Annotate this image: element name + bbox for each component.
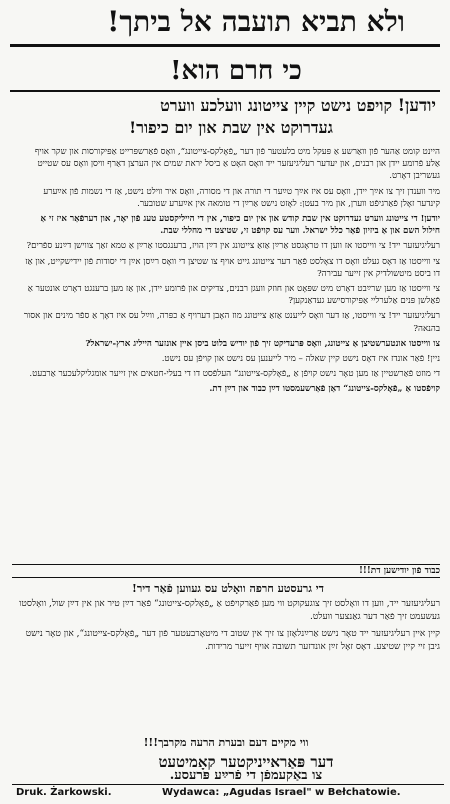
subtitle-rule (10, 90, 440, 92)
paragraph: קויפֿסטו אַ „פֿאָלקס-צייטונג“ דאַן פֿאַרשעמסטו דײַן כבוד און דײַן דת. (209, 384, 440, 395)
paragraph: די מוזט פֿאַרשטיין אַז מען טאָר נישט קויפֿן אַ „פֿאָלקס-צייטונג“ העלפֿסט דו די בעלי-חטאים אין זייער אומגליקלעכער אַרבעט. (29, 369, 440, 380)
broadside (6, 4, 444, 800)
paragraph: היינט קומט אַהער פֿון וואַרשע אַ פּעקל מיט בלעטער פֿון דער „פֿאָלקס-צייטונג“, וואָס פֿאַרשפּרייט אַפּיקורסות און שקר אויף אַלע פֿרומע יידן און רבנים, און יעדער רעליגיעזער ייד וואָס האָט אַ ביסל יראת שמים אין הערצן דאַרף וויסן וואָס עס שטייט געשריבן דאָרט. (34, 147, 440, 182)
section-two-heading: די גרעסטע חרפה וואָלט עס געווען פֿאַר דיר! (132, 582, 324, 595)
paragraph: מיר ווענדן זיך צו אײַך יידן, וואָס עס איז אײַך טײַער די תורה און די מסורה, וואָס איר ווילט נישט, אַז די נשמות פֿון אײַערע קינדער זאָלן פֿאַרגיפֿט ווערן, און מיר בעטן: לאָזט נישט אַרײַן די טומאה אין אײַערע שטובער. (43, 186, 440, 209)
honor-banner (12, 564, 440, 578)
printer-credit: Druk. Żarkowski. (16, 787, 112, 798)
title-rule (10, 44, 440, 47)
paragraph: יודען! די צייטונג ווערט געדרוקט אין שבת קודש און אין יום כיפור, אין די הייליקסטע טעג פֿון יאָר, און דערפֿאַר איז זי אַ חילול השם און אַ ביזיון פֿאַר כלל ישראל. ווער עס קויפֿט זי, שטיצט די מחללי שבת. (40, 214, 440, 237)
section-two (16, 582, 440, 654)
paragraph: ניין! פֿאַר אונדז איז דאָס נישט קיין שאלה – מיר לייענען עס נישט און קויפֿן עס נישט. (161, 354, 440, 365)
paragraph: צי ווייסטו אַז מען שרײַבט דאָרט מיט שפּאָט און חוזק וועגן רבנים, צדיקים און פֿרומע יידן, און אַז מען ברענגט דאָרט אונטער אַ פֿאַלשן פּנים אַלערליי אַפּיקורסישע געדאַנקען? (27, 284, 440, 307)
imprint (12, 784, 444, 801)
paragraph: צו ווייסטו אונטערשטיצן אַ צייטונג, וואָס פּרעדיקט זיך פֿון יודיש בלוט ביסן איין אונזער הייליג ארץ-ישראל? (85, 338, 440, 349)
intro-heading (26, 96, 436, 116)
intro-line-2-wrap (26, 118, 436, 138)
signature-line-1: דער פּאַראייניקטער קאָמיטעט (158, 753, 334, 771)
section-two-paragraph: רעליגיעזער ייד, ווען דו וואָלסט זיך צוגעקוקט ווי מען פֿאַרקויפֿט אַ „פֿאָלקס-צייטונג“ פֿאַר דײַן טיר און אין דײַן שול, וואָלסטו געשעמט זיך פֿאַר דער גאַנצער וועלט. (19, 599, 440, 622)
body-text (20, 146, 440, 399)
publisher-credit: Wydawca: „Agudas Israel" w Bełchatowie. (162, 787, 401, 798)
honor-banner-text: כבוד פֿון יודישען דת!!! (358, 566, 440, 576)
sub-title: כי חרם הוא! (170, 56, 302, 86)
intro-line-2: געדרוקט אין שבת און יום כיפור! (129, 118, 333, 137)
paragraph: רעליגיעזער ייד! צי ווייסטו, אַז דער וואָס לייענט אַזאַ צייטונג מוז האָבן דערויף אַ כפּרה, ווײַל עס איז דאָך אַ ספֿר מינים און אסור בהנאה? (23, 311, 440, 334)
intro-line-1: קויפט נישט קיין צייטונג וועלכע ווערט (160, 96, 393, 115)
signature-line-2: צו באַקעמפֿן די פֿרײַע פּרעסע. (169, 768, 323, 783)
paragraph: רעליגיעזער ייד! צי ווייסטו אז ווען דו טראָגסט אַרײַן אַזאַ צייטונג אין דײַן הויז, ברענגסטו אַרײַן אַ טמא זאַך צווישן דײַנע ספֿרים? (26, 241, 440, 252)
section-two-paragraph: קיין איין רעליגיעזער ייד טאָר נישט אַרײַנלאָזן צו זיך אין שטוב די מיטאָרבעטער פֿון דער „פֿאָלקס-צייטונג“, און טאָר נישט גיבן זיי קיין שטיצע. דאָס זאָל זײַן אונדזער תשובה אויף זייער מרידות. (25, 629, 440, 652)
main-title: ולא תביא תועבה אל ביתך! (107, 5, 405, 38)
slogan: ווי מקיים דעם ובערת הרעה מקרבך!!! (143, 736, 309, 749)
paragraph: צי ווייסטו אַז דאָס געלט וואָס דו צאָלסט פֿאַר דער צייטונג גייט אויף צו שטיצן די וואָס רײַסן אײַן די יסודות פֿון יידישקייט, און אַז דו ביסט מיטשולדיק אין זייער עבירה? (25, 256, 440, 279)
intro-lead: יודען! (397, 96, 436, 116)
